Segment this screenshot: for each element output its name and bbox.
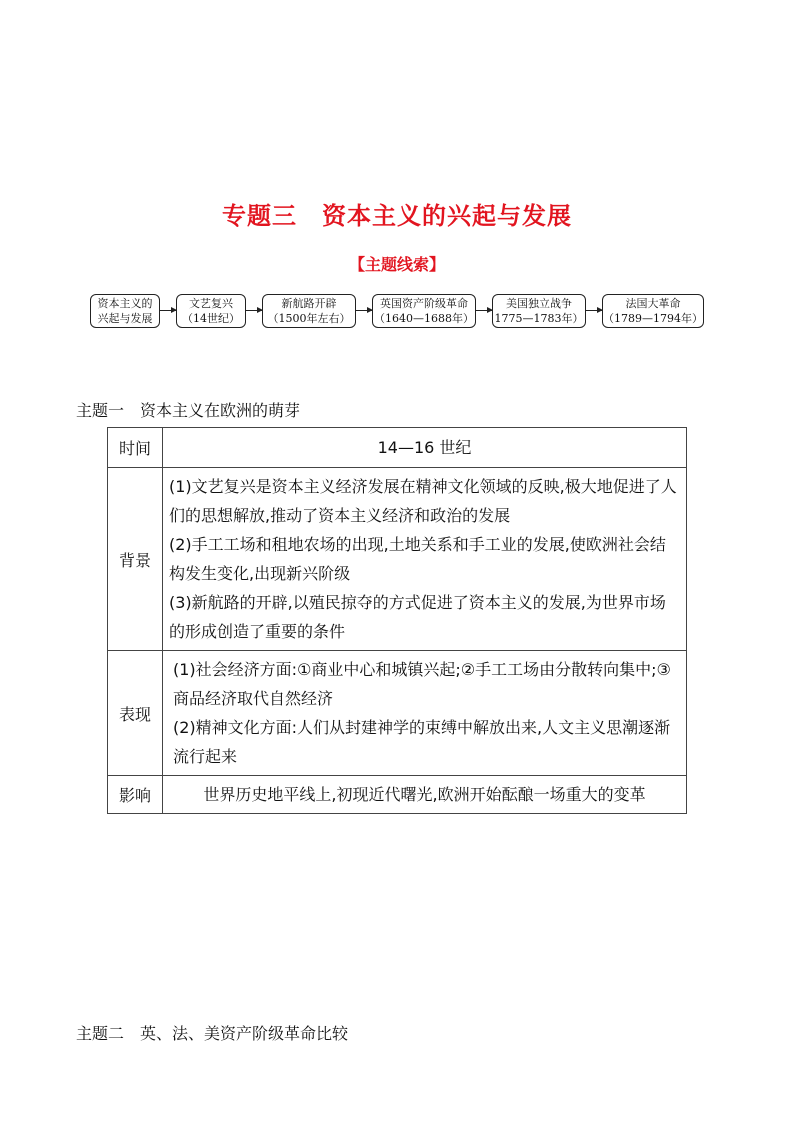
paragraph: (1)文艺复兴是资本主义经济发展在精神文化领域的反映,极大地促进了人们的思想解放,推动了资本主义经济和政治的发展 [169,477,677,525]
flow-node-theme: 资本主义的 兴起与发展 [90,294,160,328]
table-row [108,428,687,468]
topic1-heading: 主题一 资本主义在欧洲的萌芽 [76,401,301,420]
paragraph: (2)精神文化方面:人们从封建神学的束缚中解放出来,人文主义思潮逐渐流行起来 [173,718,671,766]
table-row [108,776,687,814]
topic2-heading: 主题二 英、法、美资产阶级革命比较 [76,1024,349,1043]
row-content: 14—16 世纪 [163,428,687,468]
row-content: 世界历史地平线上,初现近代曙光,欧洲开始酝酿一场重大的变革 [163,776,687,814]
arrow-icon [356,310,372,311]
topic1-table [107,427,687,814]
row-label: 表现 [108,651,163,776]
paragraph: (2)手工工场和租地农场的出现,土地关系和手工业的发展,使欧洲社会结构发生变化,出现新兴阶级 [169,535,666,583]
table-row [108,468,687,651]
flow-node-american-war: 美国独立战争 1775—1783年） [492,294,586,328]
arrow-icon [246,310,262,311]
row-label: 影响 [108,776,163,814]
page-title: 专题三 资本主义的兴起与发展 [222,202,572,230]
arrow-icon [476,310,492,311]
paragraph: (1)社会经济方面:①商业中心和城镇兴起;②手工工场由分散转向集中;③商品经济取代自然经济 [173,660,671,708]
flow-node-french-revolution: 法国大革命 （1789—1794年） [602,294,704,328]
table-row [108,651,687,776]
row-content [163,468,687,651]
row-label: 时间 [108,428,163,468]
section-subtitle: 【主题线索】 [348,255,445,274]
arrow-icon [160,310,176,311]
flow-node-new-routes: 新航路开辟 （1500年左右） [262,294,356,328]
flow-node-renaissance: 文艺复兴 （14世纪） [176,294,246,328]
row-content [163,651,687,776]
flow-node-english-revolution: 英国资产阶级革命 （1640—1688年） [372,294,476,328]
paragraph: (3)新航路的开辟,以殖民掠夺的方式促进了资本主义的发展,为世界市场的形成创造了重要的条件 [169,593,666,641]
row-label: 背景 [108,468,163,651]
arrow-icon [586,310,602,311]
